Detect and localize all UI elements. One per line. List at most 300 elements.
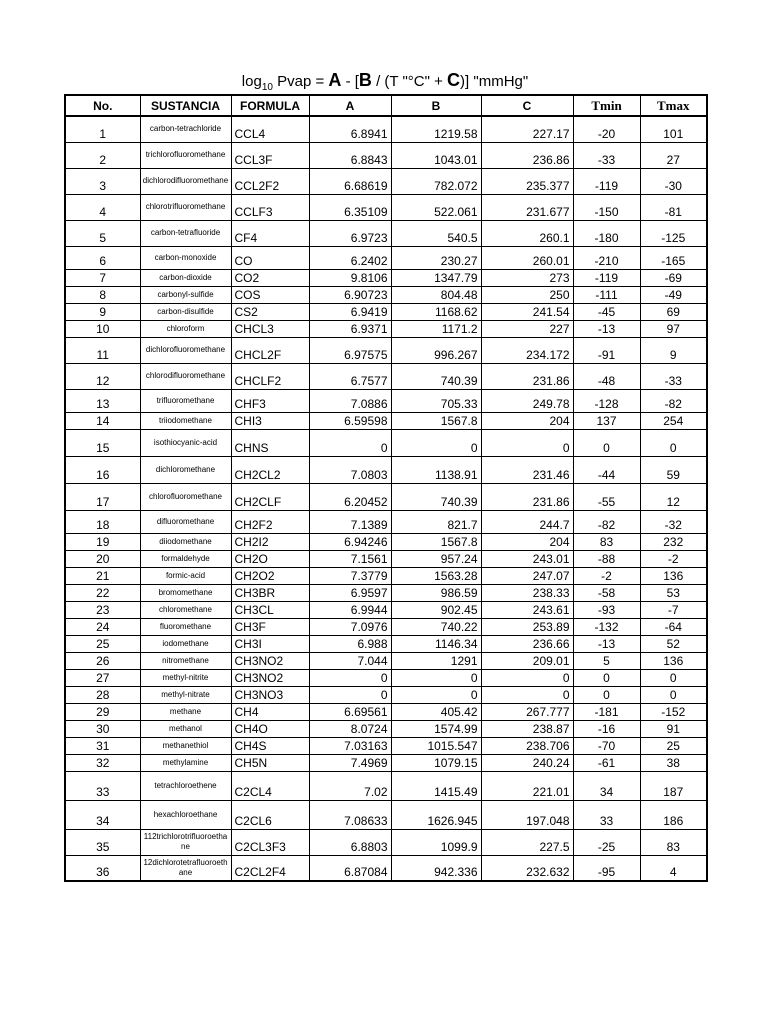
- cell-tmax: 4: [640, 855, 707, 881]
- cell-c: 244.7: [481, 510, 573, 533]
- cell-b: 1079.15: [391, 754, 481, 771]
- cell-a: 6.87084: [309, 855, 391, 881]
- table-row: [65, 363, 707, 389]
- cell-sustancia: carbon-monoxide: [140, 246, 231, 269]
- cell-b: 1291: [391, 652, 481, 669]
- cell-b: 740.39: [391, 363, 481, 389]
- cell-tmax: 232: [640, 533, 707, 550]
- cell-a: 7.3779: [309, 567, 391, 584]
- cell-tmax: -30: [640, 168, 707, 194]
- cell-tmin: -132: [573, 618, 640, 635]
- cell-tmin: -45: [573, 303, 640, 320]
- table-row: [65, 168, 707, 194]
- cell-c: 221.01: [481, 771, 573, 800]
- cell-c: 250: [481, 286, 573, 303]
- cell-b: 942.336: [391, 855, 481, 881]
- cell-formula: C2CL4: [231, 771, 309, 800]
- cell-no: 10: [65, 320, 140, 337]
- cell-tmax: 52: [640, 635, 707, 652]
- cell-a: 7.02: [309, 771, 391, 800]
- cell-b: 1567.8: [391, 533, 481, 550]
- cell-formula: COS: [231, 286, 309, 303]
- cell-tmax: 25: [640, 737, 707, 754]
- cell-tmin: -70: [573, 737, 640, 754]
- cell-tmax: 186: [640, 800, 707, 829]
- cell-no: 29: [65, 703, 140, 720]
- cell-sustancia: chloromethane: [140, 601, 231, 618]
- cell-formula: CH2CLF: [231, 483, 309, 510]
- cell-tmax: -165: [640, 246, 707, 269]
- cell-a: 7.1561: [309, 550, 391, 567]
- cell-a: 6.35109: [309, 194, 391, 220]
- cell-tmin: -55: [573, 483, 640, 510]
- cell-tmax: -152: [640, 703, 707, 720]
- cell-sustancia: hexachloroethane: [140, 800, 231, 829]
- cell-c: 231.86: [481, 363, 573, 389]
- cell-b: 1146.34: [391, 635, 481, 652]
- cell-a: 6.9597: [309, 584, 391, 601]
- cell-c: 260.01: [481, 246, 573, 269]
- cell-tmax: 83: [640, 829, 707, 855]
- cell-tmin: 0: [573, 669, 640, 686]
- cell-tmin: -181: [573, 703, 640, 720]
- cell-formula: CHF3: [231, 389, 309, 412]
- table-body: [65, 116, 707, 881]
- table-row: [65, 337, 707, 363]
- cell-formula: CHNS: [231, 429, 309, 456]
- title-log-base: 10: [261, 82, 273, 93]
- cell-no: 3: [65, 168, 140, 194]
- cell-a: 7.08633: [309, 800, 391, 829]
- table-row: [65, 510, 707, 533]
- cell-no: 35: [65, 829, 140, 855]
- cell-formula: CH2O: [231, 550, 309, 567]
- cell-formula: CHI3: [231, 412, 309, 429]
- cell-tmin: -25: [573, 829, 640, 855]
- cell-b: 986.59: [391, 584, 481, 601]
- cell-b: 740.22: [391, 618, 481, 635]
- cell-tmin: -210: [573, 246, 640, 269]
- title-a: A: [328, 70, 342, 90]
- cell-no: 13: [65, 389, 140, 412]
- cell-sustancia: methane: [140, 703, 231, 720]
- cell-no: 23: [65, 601, 140, 618]
- cell-tmin: -82: [573, 510, 640, 533]
- cell-tmin: -48: [573, 363, 640, 389]
- cell-c: 243.01: [481, 550, 573, 567]
- cell-formula: CHCL2F: [231, 337, 309, 363]
- cell-tmin: -2: [573, 567, 640, 584]
- cell-sustancia: carbon-disulfide: [140, 303, 231, 320]
- cell-b: 1168.62: [391, 303, 481, 320]
- cell-b: 522.061: [391, 194, 481, 220]
- cell-formula: CH4S: [231, 737, 309, 754]
- table-row: [65, 601, 707, 618]
- cell-sustancia: fluoromethane: [140, 618, 231, 635]
- table-row: [65, 855, 707, 881]
- cell-c: 0: [481, 669, 573, 686]
- cell-tmax: 0: [640, 669, 707, 686]
- cell-sustancia: isothiocyanic-acid: [140, 429, 231, 456]
- cell-no: 36: [65, 855, 140, 881]
- cell-c: 227.5: [481, 829, 573, 855]
- cell-c: 227: [481, 320, 573, 337]
- cell-formula: CH3I: [231, 635, 309, 652]
- cell-tmin: -13: [573, 635, 640, 652]
- cell-sustancia: formaldehyde: [140, 550, 231, 567]
- cell-sustancia: carbonyl-sulfide: [140, 286, 231, 303]
- cell-a: 6.94246: [309, 533, 391, 550]
- cell-formula: CH5N: [231, 754, 309, 771]
- cell-a: 6.988: [309, 635, 391, 652]
- cell-formula: CCL3F: [231, 142, 309, 168]
- cell-c: 267.777: [481, 703, 573, 720]
- cell-b: 0: [391, 686, 481, 703]
- header-c: C: [481, 95, 573, 116]
- table-row: [65, 389, 707, 412]
- cell-tmax: 187: [640, 771, 707, 800]
- cell-c: 253.89: [481, 618, 573, 635]
- cell-tmin: -95: [573, 855, 640, 881]
- table-row: [65, 483, 707, 510]
- cell-no: 17: [65, 483, 140, 510]
- header-formula: FORMULA: [231, 95, 309, 116]
- cell-c: 243.61: [481, 601, 573, 618]
- cell-tmin: -44: [573, 456, 640, 483]
- cell-b: 1171.2: [391, 320, 481, 337]
- cell-a: 7.1389: [309, 510, 391, 533]
- table-row: [65, 567, 707, 584]
- table-row: [65, 720, 707, 737]
- cell-formula: CO: [231, 246, 309, 269]
- cell-no: 32: [65, 754, 140, 771]
- cell-sustancia: nitromethane: [140, 652, 231, 669]
- cell-tmin: -88: [573, 550, 640, 567]
- cell-tmax: -33: [640, 363, 707, 389]
- cell-c: 238.33: [481, 584, 573, 601]
- cell-tmax: -69: [640, 269, 707, 286]
- table-row: [65, 829, 707, 855]
- cell-c: 231.677: [481, 194, 573, 220]
- cell-tmax: -82: [640, 389, 707, 412]
- cell-c: 209.01: [481, 652, 573, 669]
- cell-b: 1574.99: [391, 720, 481, 737]
- header-a: A: [309, 95, 391, 116]
- cell-b: 1099.9: [391, 829, 481, 855]
- cell-b: 540.5: [391, 220, 481, 246]
- cell-a: 6.90723: [309, 286, 391, 303]
- cell-formula: CF4: [231, 220, 309, 246]
- cell-tmin: -180: [573, 220, 640, 246]
- cell-no: 27: [65, 669, 140, 686]
- cell-tmin: -93: [573, 601, 640, 618]
- cell-tmin: -33: [573, 142, 640, 168]
- table-row: [65, 635, 707, 652]
- cell-sustancia: trichlorofluoromethane: [140, 142, 231, 168]
- cell-no: 25: [65, 635, 140, 652]
- cell-no: 20: [65, 550, 140, 567]
- cell-sustancia: carbon-tetrachloride: [140, 116, 231, 142]
- cell-formula: CH4O: [231, 720, 309, 737]
- antoine-constants-table: [64, 94, 708, 882]
- cell-formula: CH2CL2: [231, 456, 309, 483]
- cell-tmax: 53: [640, 584, 707, 601]
- cell-b: 1138.91: [391, 456, 481, 483]
- cell-tmin: 0: [573, 686, 640, 703]
- cell-a: 6.9419: [309, 303, 391, 320]
- table-row: [65, 618, 707, 635]
- cell-no: 12: [65, 363, 140, 389]
- cell-no: 11: [65, 337, 140, 363]
- cell-tmin: 34: [573, 771, 640, 800]
- cell-a: 6.9944: [309, 601, 391, 618]
- table-row: [65, 737, 707, 754]
- cell-a: 6.69561: [309, 703, 391, 720]
- cell-formula: CH3F: [231, 618, 309, 635]
- cell-b: 1626.945: [391, 800, 481, 829]
- cell-sustancia: methyl-nitrite: [140, 669, 231, 686]
- cell-c: 260.1: [481, 220, 573, 246]
- cell-formula: C2CL2F4: [231, 855, 309, 881]
- cell-c: 241.54: [481, 303, 573, 320]
- table-row: [65, 220, 707, 246]
- table-row: [65, 800, 707, 829]
- table-row: [65, 142, 707, 168]
- cell-tmin: -128: [573, 389, 640, 412]
- cell-sustancia: methanethiol: [140, 737, 231, 754]
- cell-a: 6.9723: [309, 220, 391, 246]
- cell-no: 1: [65, 116, 140, 142]
- title-units: )] "mmHg": [460, 73, 529, 90]
- table-row: [65, 303, 707, 320]
- cell-a: 6.59598: [309, 412, 391, 429]
- cell-formula: CH2I2: [231, 533, 309, 550]
- cell-tmax: -81: [640, 194, 707, 220]
- cell-b: 230.27: [391, 246, 481, 269]
- cell-tmin: -58: [573, 584, 640, 601]
- cell-sustancia: dichloromethane: [140, 456, 231, 483]
- cell-c: 231.46: [481, 456, 573, 483]
- table-row: [65, 533, 707, 550]
- cell-sustancia: chlorotrifluoromethane: [140, 194, 231, 220]
- cell-sustancia: 112trichlorotrifluoroethane: [140, 829, 231, 855]
- cell-tmax: -2: [640, 550, 707, 567]
- cell-no: 34: [65, 800, 140, 829]
- cell-b: 405.42: [391, 703, 481, 720]
- cell-tmax: 0: [640, 429, 707, 456]
- cell-no: 33: [65, 771, 140, 800]
- cell-c: 238.87: [481, 720, 573, 737]
- cell-b: 1043.01: [391, 142, 481, 168]
- cell-a: 7.044: [309, 652, 391, 669]
- cell-c: 231.86: [481, 483, 573, 510]
- header-no: No.: [65, 95, 140, 116]
- cell-sustancia: carbon-tetrafluoride: [140, 220, 231, 246]
- cell-c: 236.66: [481, 635, 573, 652]
- title-c: C: [447, 70, 461, 90]
- cell-no: 8: [65, 286, 140, 303]
- cell-formula: CH3CL: [231, 601, 309, 618]
- table-row: [65, 286, 707, 303]
- cell-no: 21: [65, 567, 140, 584]
- table-row: [65, 412, 707, 429]
- cell-b: 1567.8: [391, 412, 481, 429]
- header-tmin: Tmin: [573, 95, 640, 116]
- cell-c: 197.048: [481, 800, 573, 829]
- cell-b: 996.267: [391, 337, 481, 363]
- cell-b: 1347.79: [391, 269, 481, 286]
- cell-no: 30: [65, 720, 140, 737]
- cell-formula: CHCL3: [231, 320, 309, 337]
- header-tmax: Tmax: [640, 95, 707, 116]
- cell-sustancia: carbon-dioxide: [140, 269, 231, 286]
- table-row: [65, 686, 707, 703]
- cell-a: 6.8843: [309, 142, 391, 168]
- title-log: log: [241, 73, 262, 90]
- cell-tmin: 137: [573, 412, 640, 429]
- cell-tmin: 0: [573, 429, 640, 456]
- table-row: [65, 584, 707, 601]
- table-row: [65, 754, 707, 771]
- cell-tmin: 5: [573, 652, 640, 669]
- cell-tmax: -64: [640, 618, 707, 635]
- cell-tmin: -13: [573, 320, 640, 337]
- cell-formula: CHCLF2: [231, 363, 309, 389]
- cell-c: 234.172: [481, 337, 573, 363]
- cell-c: 240.24: [481, 754, 573, 771]
- cell-formula: CCL2F2: [231, 168, 309, 194]
- cell-tmin: 33: [573, 800, 640, 829]
- cell-a: 7.4969: [309, 754, 391, 771]
- cell-tmax: 38: [640, 754, 707, 771]
- cell-a: 6.97575: [309, 337, 391, 363]
- cell-formula: CH3NO3: [231, 686, 309, 703]
- cell-formula: CCLF3: [231, 194, 309, 220]
- cell-no: 24: [65, 618, 140, 635]
- cell-formula: CH3NO2: [231, 669, 309, 686]
- title-minus: - [: [341, 73, 359, 90]
- table-row: [65, 669, 707, 686]
- cell-formula: CCL4: [231, 116, 309, 142]
- cell-no: 2: [65, 142, 140, 168]
- header-sustancia: SUSTANCIA: [140, 95, 231, 116]
- cell-tmax: 27: [640, 142, 707, 168]
- header-row: [65, 95, 707, 116]
- cell-sustancia: diiodomethane: [140, 533, 231, 550]
- cell-b: 821.7: [391, 510, 481, 533]
- cell-sustancia: 12dichlorotetrafluoroethane: [140, 855, 231, 881]
- cell-c: 236.86: [481, 142, 573, 168]
- cell-c: 273: [481, 269, 573, 286]
- cell-tmax: -49: [640, 286, 707, 303]
- cell-c: 204: [481, 533, 573, 550]
- cell-b: 957.24: [391, 550, 481, 567]
- cell-a: 6.8803: [309, 829, 391, 855]
- cell-no: 26: [65, 652, 140, 669]
- cell-sustancia: methyl-nitrate: [140, 686, 231, 703]
- table-row: [65, 320, 707, 337]
- table-row: [65, 550, 707, 567]
- cell-b: 1415.49: [391, 771, 481, 800]
- title-pvap: Pvap =: [272, 73, 329, 90]
- cell-sustancia: triiodomethane: [140, 412, 231, 429]
- cell-b: 1219.58: [391, 116, 481, 142]
- table-row: [65, 246, 707, 269]
- cell-c: 235.377: [481, 168, 573, 194]
- cell-no: 7: [65, 269, 140, 286]
- cell-no: 15: [65, 429, 140, 456]
- cell-no: 22: [65, 584, 140, 601]
- cell-a: 6.9371: [309, 320, 391, 337]
- cell-sustancia: chlorodifluoromethane: [140, 363, 231, 389]
- cell-formula: CS2: [231, 303, 309, 320]
- cell-c: 232.632: [481, 855, 573, 881]
- cell-c: 249.78: [481, 389, 573, 412]
- cell-a: 7.0976: [309, 618, 391, 635]
- cell-b: 782.072: [391, 168, 481, 194]
- cell-c: 0: [481, 686, 573, 703]
- cell-tmin: -91: [573, 337, 640, 363]
- table-row: [65, 429, 707, 456]
- cell-tmax: -32: [640, 510, 707, 533]
- cell-no: 14: [65, 412, 140, 429]
- cell-b: 1563.28: [391, 567, 481, 584]
- table-row: [65, 771, 707, 800]
- cell-no: 31: [65, 737, 140, 754]
- cell-sustancia: methylamine: [140, 754, 231, 771]
- cell-b: 804.48: [391, 286, 481, 303]
- cell-tmin: -61: [573, 754, 640, 771]
- cell-a: 7.0886: [309, 389, 391, 412]
- cell-sustancia: trifluoromethane: [140, 389, 231, 412]
- cell-tmax: 91: [640, 720, 707, 737]
- cell-sustancia: tetrachloroethene: [140, 771, 231, 800]
- cell-a: 6.2402: [309, 246, 391, 269]
- cell-sustancia: bromomethane: [140, 584, 231, 601]
- cell-tmax: -7: [640, 601, 707, 618]
- cell-a: 9.8106: [309, 269, 391, 286]
- cell-tmax: 0: [640, 686, 707, 703]
- table-row: [65, 269, 707, 286]
- header-b: B: [391, 95, 481, 116]
- cell-tmax: 254: [640, 412, 707, 429]
- cell-b: 0: [391, 669, 481, 686]
- cell-tmax: 136: [640, 652, 707, 669]
- cell-a: 6.8941: [309, 116, 391, 142]
- cell-no: 18: [65, 510, 140, 533]
- cell-a: 0: [309, 429, 391, 456]
- cell-a: 0: [309, 686, 391, 703]
- title-b: B: [358, 70, 372, 90]
- cell-b: 740.39: [391, 483, 481, 510]
- cell-a: 6.68619: [309, 168, 391, 194]
- cell-b: 902.45: [391, 601, 481, 618]
- cell-tmax: 101: [640, 116, 707, 142]
- cell-a: 6.20452: [309, 483, 391, 510]
- cell-sustancia: methanol: [140, 720, 231, 737]
- table-row: [65, 116, 707, 142]
- cell-no: 28: [65, 686, 140, 703]
- cell-formula: C2CL6: [231, 800, 309, 829]
- cell-tmax: 97: [640, 320, 707, 337]
- table-row: [65, 456, 707, 483]
- cell-sustancia: dichlorofluoromethane: [140, 337, 231, 363]
- cell-no: 4: [65, 194, 140, 220]
- cell-b: 0: [391, 429, 481, 456]
- cell-a: 7.0803: [309, 456, 391, 483]
- page-title: [64, 70, 706, 93]
- cell-no: 5: [65, 220, 140, 246]
